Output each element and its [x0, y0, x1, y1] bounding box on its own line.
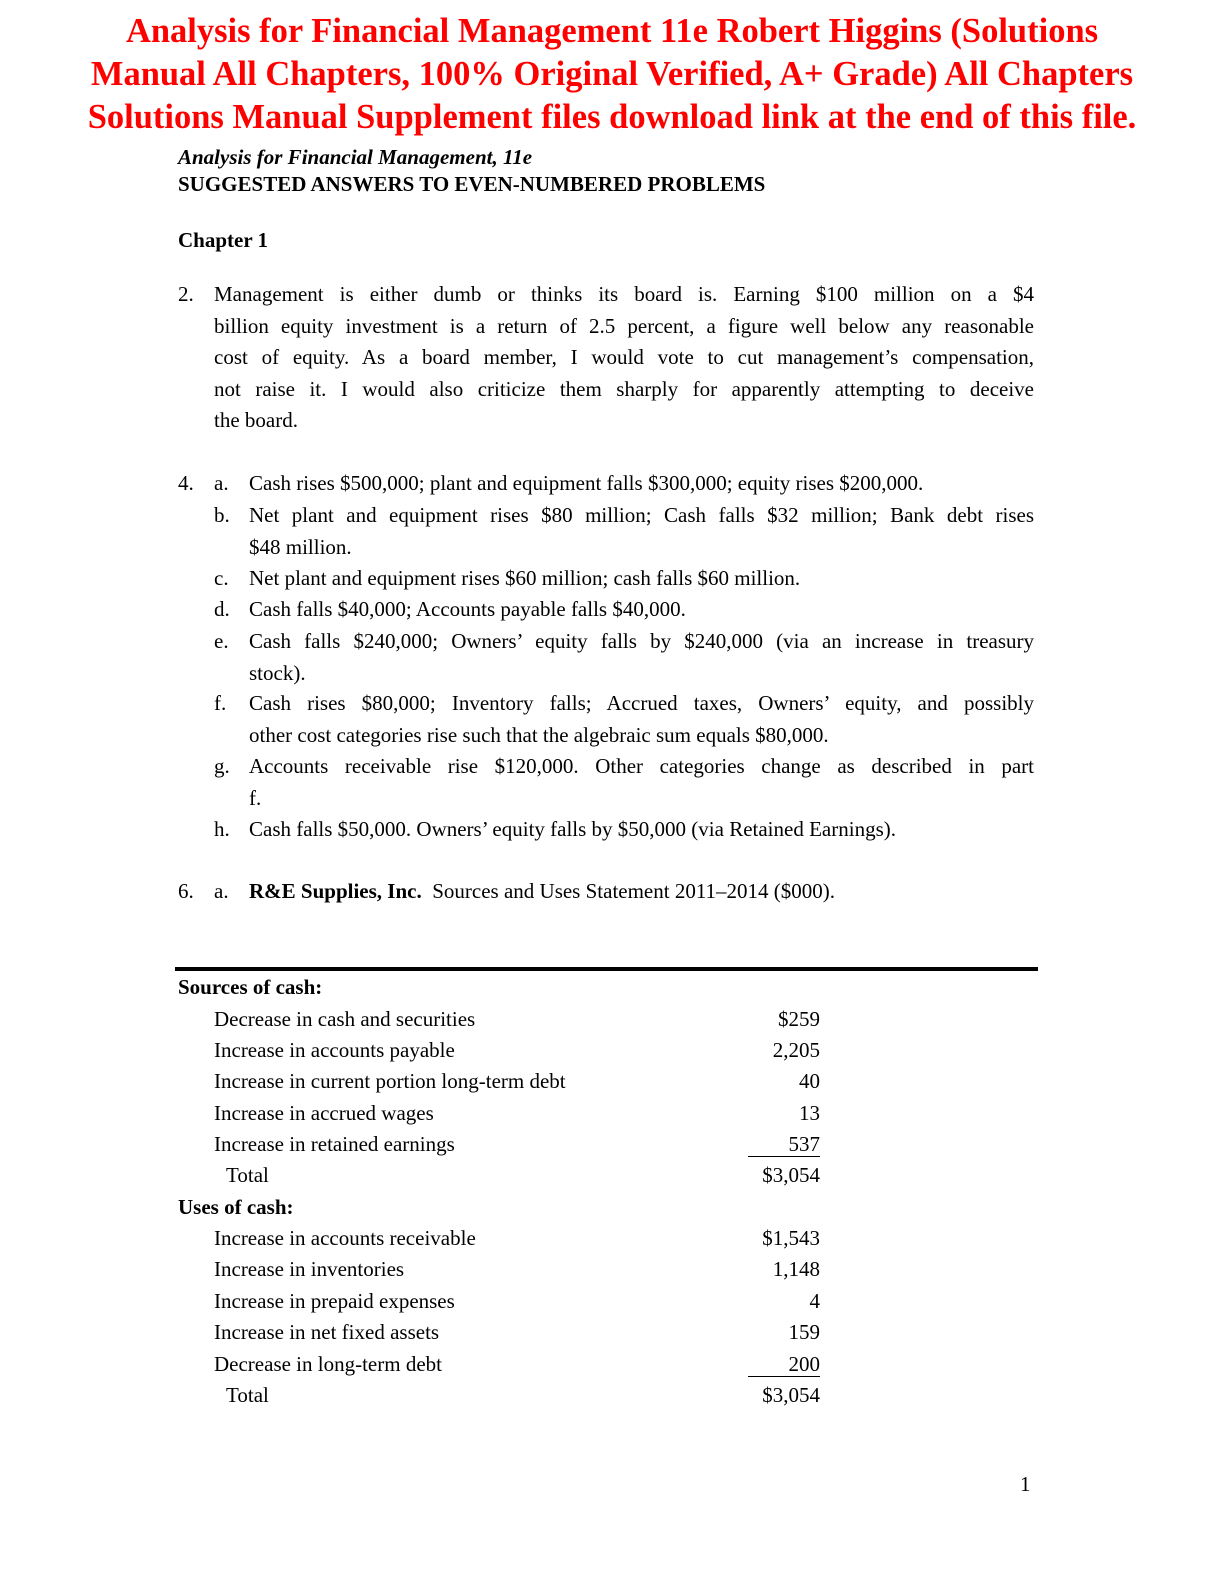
answer-line: stock). — [249, 660, 306, 685]
table-row-value: 537 — [788, 1132, 820, 1156]
item-letter: f. — [214, 691, 227, 715]
table-row-value: $259 — [778, 1007, 820, 1031]
item-letter: d. — [214, 597, 230, 621]
table-row-value: 200 — [788, 1352, 820, 1376]
table-row-value: 1,148 — [772, 1257, 820, 1281]
answer-line: f. — [249, 785, 262, 810]
answer-line: other cost categories rise such that the algebraic sum equals $80,000. — [249, 722, 829, 747]
problem-4g-answer — [249, 751, 1034, 814]
item-letter: g. — [214, 754, 230, 778]
item-letter: c. — [214, 566, 229, 590]
item-letter: e. — [214, 629, 229, 653]
table-row-label: Increase in inventories — [214, 1257, 405, 1281]
table-row-label: Increase in accounts receivable — [214, 1226, 476, 1250]
statement-title: Sources and Uses Statement 2011–2014 ($000). — [432, 879, 836, 903]
document-subtitle: SUGGESTED ANSWERS TO EVEN-NUMBERED PROBLEMS — [178, 172, 766, 196]
problem-4h-answer — [249, 814, 1034, 846]
banner-line-2: Manual All Chapters, 100% Original Verified, A+ Grade) All Chapters — [90, 55, 1134, 93]
answer-line: Cash rises $80,000; Inventory falls; Accrued taxes, Owners’ equity, and possibly — [249, 691, 1034, 715]
problem-4b-answer — [249, 500, 1034, 563]
answer-line: Cash falls $50,000. Owners’ equity falls by $50,000 (via Retained Earnings). — [249, 817, 896, 841]
company-name: R&E Supplies, Inc. — [249, 879, 422, 903]
problem-2-line: cost of equity. As a board member, I would vote to cut management’s compensation, — [214, 345, 1034, 369]
uses-total-label: Total — [226, 1383, 269, 1407]
page-number: 1 — [1020, 1472, 1031, 1496]
table-row-value: 2,205 — [772, 1038, 820, 1062]
sources-heading: Sources of cash: — [178, 975, 323, 999]
table-row-label: Increase in prepaid expenses — [214, 1289, 455, 1313]
problem-6a-caption — [249, 879, 835, 904]
uses-total-value: $3,054 — [762, 1383, 820, 1407]
answer-line: Cash falls $240,000; Owners’ equity falls by $240,000 (via an increase in treasury — [249, 629, 1034, 653]
item-letter: a. — [214, 471, 229, 495]
table-row-value: 4 — [809, 1289, 820, 1313]
chapter-heading: Chapter 1 — [178, 228, 269, 252]
sources-total-value: $3,054 — [762, 1163, 820, 1187]
problem-2-line: billion equity investment is a return of 2.5 percent, a figure well below any reasonable — [214, 313, 1034, 338]
table-row-label: Increase in accrued wages — [214, 1101, 434, 1125]
banner-line-1: Analysis for Financial Management 11e Robert Higgins (Solutions — [125, 12, 1099, 50]
table-row-value: $1,543 — [762, 1226, 820, 1250]
problem-2-line: not raise it. I would also criticize them sharply for apparently attempting to deceive — [214, 376, 1034, 401]
answer-line: Net plant and equipment rises $60 million; cash falls $60 million. — [249, 566, 801, 590]
table-row-label: Increase in net fixed assets — [214, 1320, 440, 1344]
subtotal-underline — [748, 1156, 820, 1157]
uses-heading: Uses of cash: — [178, 1195, 294, 1219]
answer-line: Accounts receivable rise $120,000. Other categories change as described in part — [249, 754, 1034, 778]
book-title: Analysis for Financial Management, 11e — [178, 145, 533, 169]
problem-4f-answer — [249, 688, 1034, 751]
answer-line: $48 million. — [249, 534, 352, 559]
promo-banner — [40, 10, 1184, 139]
table-top-rule — [175, 967, 1038, 971]
item-letter: a. — [214, 879, 229, 903]
problem-4a-answer — [249, 468, 1034, 500]
answer-line: Net plant and equipment rises $80 million; Cash falls $32 million; Bank debt rises — [249, 503, 1034, 527]
table-row-value: 13 — [799, 1101, 820, 1125]
problem-4-number: 4. — [178, 471, 194, 495]
banner-line-3: Solutions Manual Supplement files download link at the end of this file. — [87, 98, 1137, 136]
problem-4d-answer — [249, 594, 1034, 626]
table-row-label: Decrease in long-term debt — [214, 1352, 442, 1376]
table-row-value: 40 — [799, 1069, 820, 1093]
problem-4c-answer — [249, 563, 1034, 595]
answer-line: Cash rises $500,000; plant and equipment falls $300,000; equity rises $200,000. — [249, 471, 924, 495]
answer-line: Cash falls $40,000; Accounts payable falls $40,000. — [249, 597, 686, 621]
subtotal-underline — [748, 1376, 820, 1377]
item-letter: b. — [214, 503, 230, 527]
problem-2-number: 2. — [178, 282, 194, 306]
sources-total-label: Total — [226, 1163, 269, 1187]
problem-6-number: 6. — [178, 879, 194, 903]
problem-2-line: the board. — [214, 408, 298, 432]
problem-2-answer — [214, 279, 1034, 437]
table-row-label: Decrease in cash and securities — [214, 1007, 476, 1031]
problem-2-line: Management is either dumb or thinks its board is. Earning $100 million on a $4 — [214, 282, 1034, 306]
item-letter: h. — [214, 817, 230, 841]
table-row-value: 159 — [788, 1320, 820, 1344]
table-row-label: Increase in retained earnings — [214, 1132, 455, 1156]
table-row-label: Increase in accounts payable — [214, 1038, 455, 1062]
problem-4e-answer — [249, 626, 1034, 689]
table-row-label: Increase in current portion long-term debt — [214, 1069, 566, 1093]
